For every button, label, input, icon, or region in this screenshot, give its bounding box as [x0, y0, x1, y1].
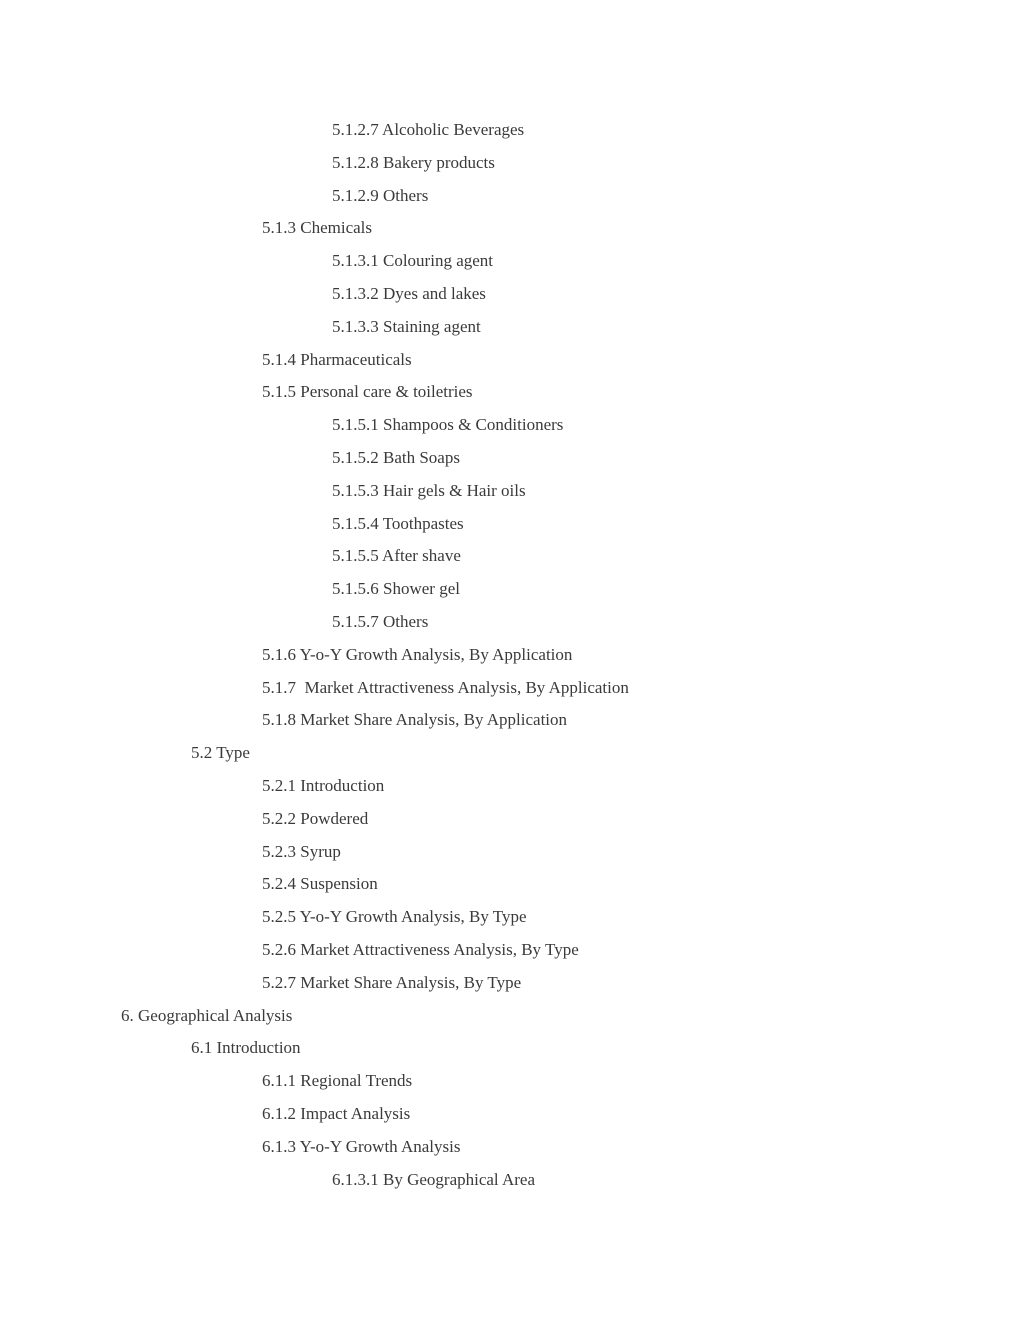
- toc-entry-level-3: 5.1.3 Chemicals: [262, 218, 373, 238]
- toc-entry-level-3: 6.1.2 Impact Analysis: [262, 1103, 411, 1123]
- toc-entry-level-3: 5.2.5 Y-o-Y Growth Analysis, By Type: [262, 907, 527, 927]
- toc-entry-level-3: 5.2.3 Syrup: [262, 841, 341, 861]
- toc-entry-level-3: 5.1.6 Y-o-Y Growth Analysis, By Application: [262, 644, 573, 664]
- toc-entry-level-4: 5.1.5.5 After shave: [332, 546, 461, 566]
- toc-entry-level-4: 5.1.2.9 Others: [332, 185, 429, 205]
- toc-entry-level-3: 5.1.4 Pharmaceuticals: [262, 349, 412, 369]
- toc-entry-level-4: 5.1.3.2 Dyes and lakes: [332, 283, 486, 303]
- toc-entry-level-4: 5.1.5.2 Bath Soaps: [332, 447, 460, 467]
- toc-entry-level-3: 5.1.5 Personal care & toiletries: [262, 382, 473, 402]
- table-of-contents: [0, 113, 1024, 1195]
- toc-entry-level-3: 5.1.7 Market Attractiveness Analysis, By Application: [262, 677, 629, 697]
- toc-entry-level-4: 5.1.2.7 Alcoholic Beverages: [332, 120, 525, 139]
- toc-entry-level-3: 6.1.3 Y-o-Y Growth Analysis: [262, 1136, 461, 1156]
- toc-entry-level-1: 6. Geographical Analysis: [121, 1005, 293, 1025]
- toc-entry-level-2: 5.2 Type: [191, 743, 250, 763]
- toc-entry-level-2: 6.1 Introduction: [191, 1038, 301, 1058]
- toc-entry-level-3: 5.2.1 Introduction: [262, 775, 385, 795]
- toc-entry-level-3: 5.1.8 Market Share Analysis, By Application: [262, 710, 568, 730]
- toc-entry-level-4: 5.1.3.1 Colouring agent: [332, 251, 494, 271]
- toc-entry-level-4: 5.1.3.3 Staining agent: [332, 316, 481, 336]
- toc-entry-level-4: 5.1.5.1 Shampoos & Conditioners: [332, 415, 564, 435]
- toc-entry-level-3: 5.2.6 Market Attractiveness Analysis, By Type: [262, 939, 579, 959]
- toc-entry-level-3: 5.2.7 Market Share Analysis, By Type: [262, 972, 522, 992]
- toc-entry-level-4: 5.1.5.3 Hair gels & Hair oils: [332, 480, 526, 500]
- toc-entry-level-4: 5.1.5.4 Toothpastes: [332, 513, 464, 533]
- toc-entry-level-4: 5.1.2.8 Bakery products: [332, 152, 495, 172]
- toc-entry-level-3: 5.2.4 Suspension: [262, 874, 378, 894]
- toc-entry-level-3: 6.1.1 Regional Trends: [262, 1071, 413, 1091]
- toc-entry-level-4: 5.1.5.6 Shower gel: [332, 579, 460, 599]
- toc-entry-level-4: 5.1.5.7 Others: [332, 611, 429, 631]
- toc-entry-level-3: 5.2.2 Powdered: [262, 808, 369, 828]
- toc-entry-level-4: 6.1.3.1 By Geographical Area: [332, 1169, 535, 1189]
